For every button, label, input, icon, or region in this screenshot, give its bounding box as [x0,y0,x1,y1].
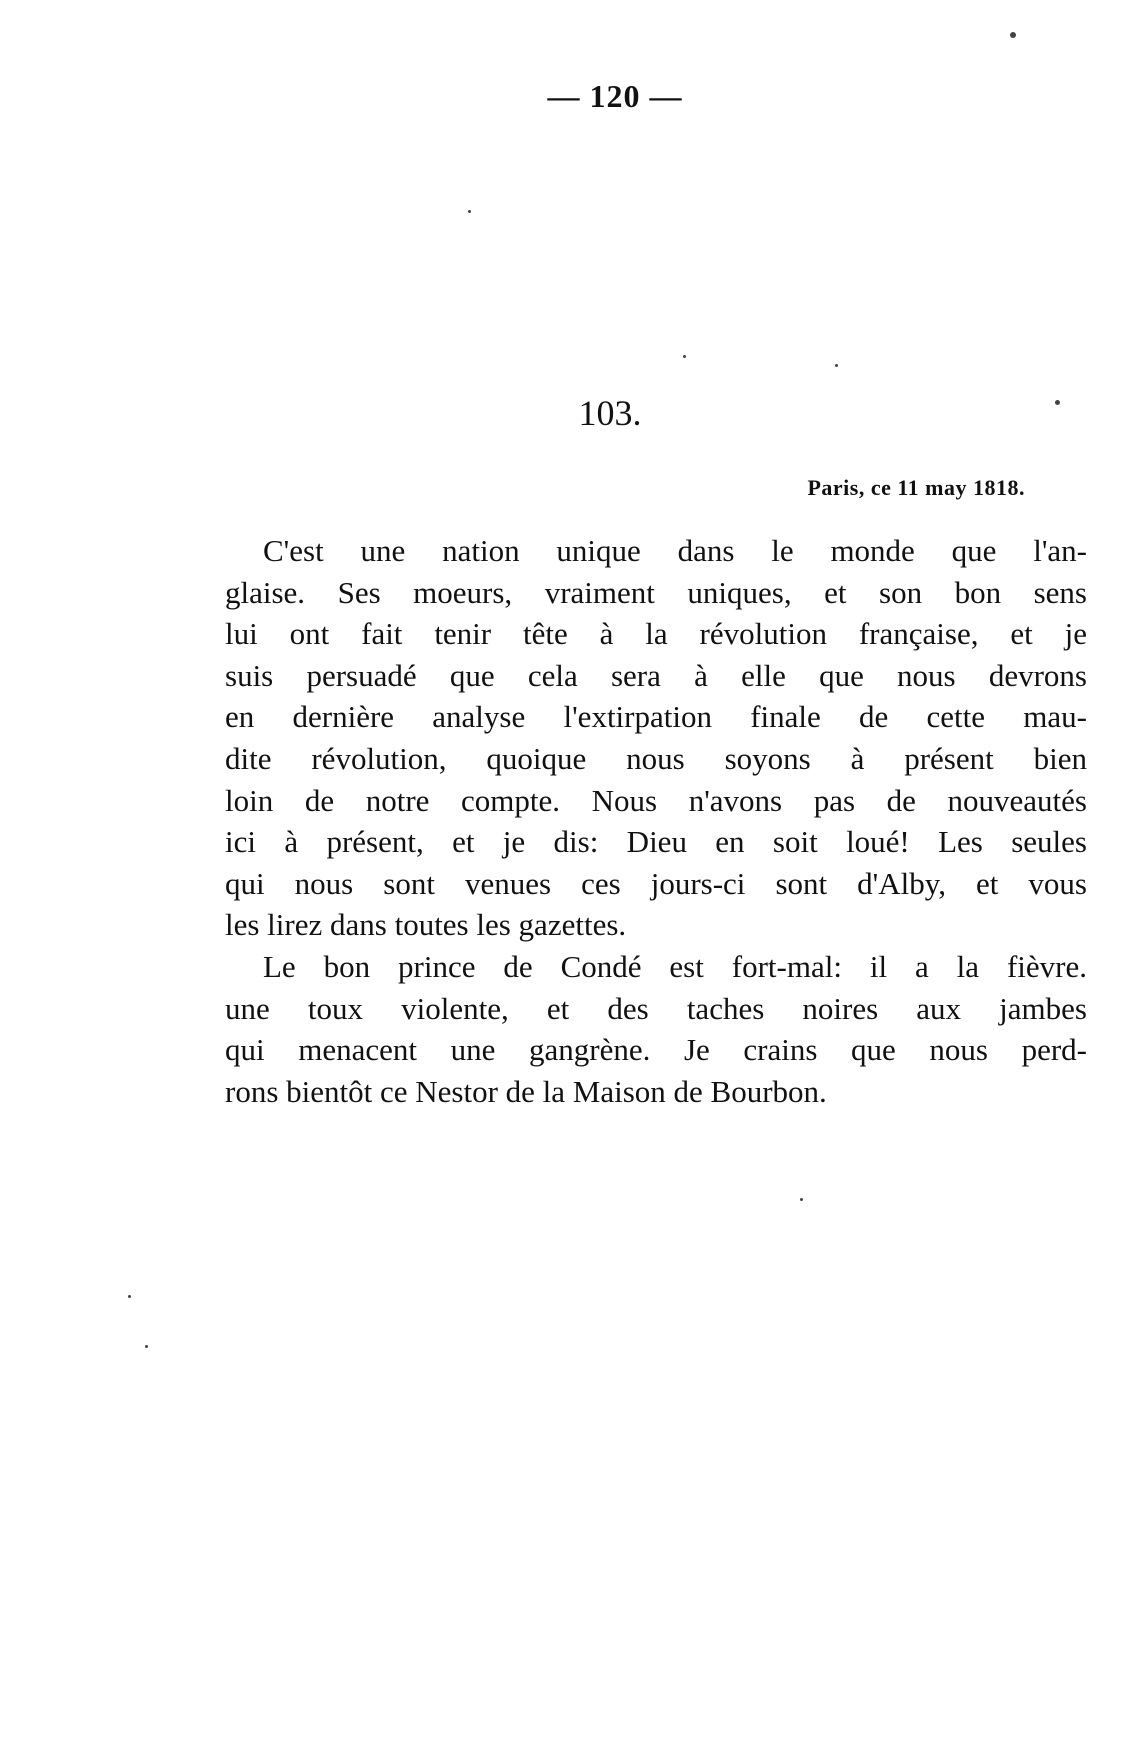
print-speck [128,1295,131,1298]
text-line: rons bientôt ce Nestor de la Maison de Bourbon. [225,1073,827,1109]
text-line: en dernière analyse l'extirpation finale de cette mau- [225,699,1087,735]
text-line: ici à présent, et je dis: Dieu en soit loué! Les seules [225,824,1087,860]
paragraph-2 [225,946,1087,1112]
print-speck [1055,400,1060,405]
print-speck [835,364,838,367]
text-line: les lirez dans toutes les gazettes. [225,907,627,943]
paragraph-1 [225,530,1087,946]
text-line: C'est une nation unique dans le monde que l'an- [263,533,1087,568]
text-line: suis persuadé que cela sera à elle que nous devrons [225,657,1087,693]
text-line: dite révolution, quoique nous soyons à présent bien [225,740,1087,776]
text-line: qui menacent une gangrène. Je crains que nous perd- [225,1032,1087,1068]
print-speck [145,1345,148,1348]
text-line: qui nous sont venues ces jours-ci sont d'Alby, et vous [225,865,1087,901]
print-speck [683,355,686,358]
letter-body [225,530,1087,1112]
text-line: Le bon prince de Condé est fort-mal: il a la fièvre. [263,948,1087,984]
letter-number: 103. [578,393,642,433]
print-speck [1010,32,1016,38]
text-line: lui ont fait tenir tête à la révolution française, et je [225,616,1087,652]
print-speck [800,1198,803,1201]
print-speck [468,210,471,213]
page-number: — 120 — [547,78,683,114]
text-line: loin de notre compte. Nous n'avons pas de nouveautés [225,782,1087,818]
letter-dateline: Paris, ce 11 may 1818. [807,475,1025,500]
text-line: une toux violente, et des taches noires aux jambes [225,990,1087,1026]
text-line: glaise. Ses moeurs, vraiment uniques, et son bon sens [225,574,1087,610]
